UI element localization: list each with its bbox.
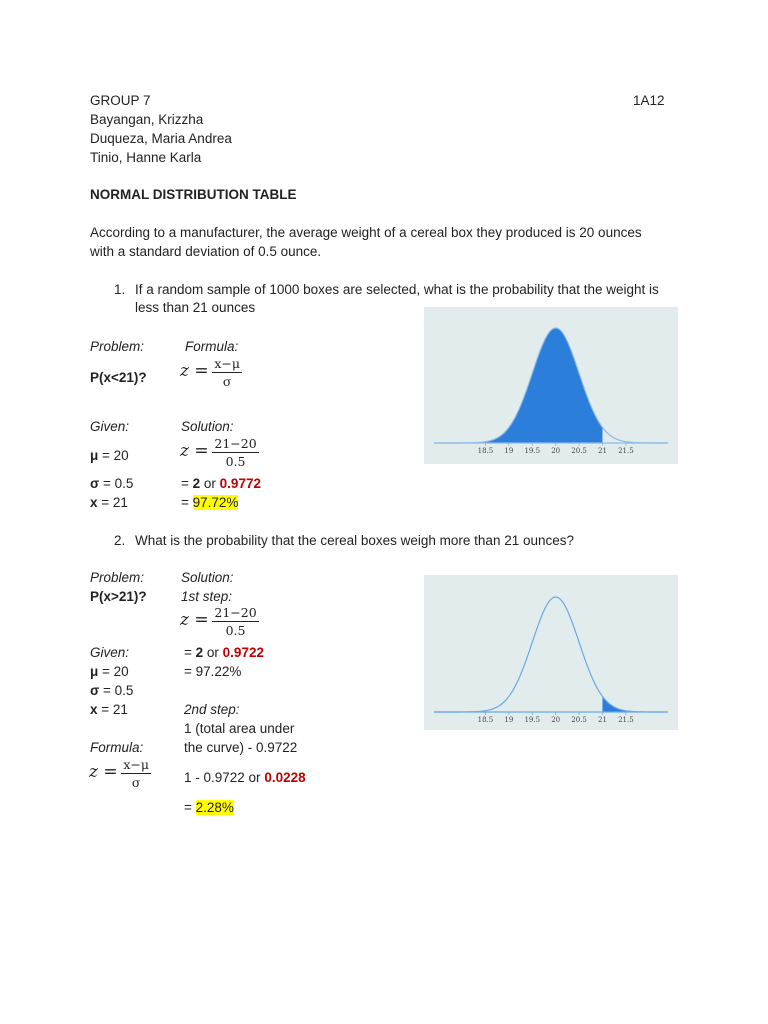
q2-problem: P(x>21)? — [90, 589, 147, 604]
q2-result-z-prefix: = — [184, 645, 196, 660]
q2-result-percent: = 97.22% — [184, 664, 242, 679]
member-2: Duqueza, Maria Andrea — [90, 131, 232, 146]
q2-step2-line-2: the curve) - 0.9722 — [184, 740, 298, 755]
x-tick-label: 21.5 — [618, 447, 634, 455]
intro-line-1: According to a manufacturer, the average weight of a cereal box they produced is 20 ounces — [90, 225, 642, 240]
mu-value: = 20 — [98, 448, 129, 463]
x-tick-label: 20 — [551, 447, 561, 455]
q2-probability: 0.9722 — [222, 645, 264, 660]
q2-z-score: 2 — [195, 645, 204, 660]
q1-solution-formula — [180, 436, 259, 469]
x-tick-label: 19 — [504, 447, 514, 455]
q2-final-prefix: = — [184, 800, 196, 815]
q2-formula — [89, 757, 151, 790]
q2-given-label: Given: — [90, 645, 130, 660]
x-tick-label: 19.5 — [524, 447, 541, 455]
normal-curve-chart-1 — [424, 307, 678, 464]
member-1: Bayangan, Krizzha — [90, 112, 204, 127]
q2-solution-formula — [180, 605, 259, 638]
x-value: = 21 — [97, 495, 128, 510]
x-symbol: x — [90, 702, 98, 717]
q1-solution-label: Solution: — [181, 419, 234, 434]
sigma-value: = 0.5 — [99, 683, 134, 698]
q1-solution-numerator: 21−20 — [214, 436, 257, 451]
q2-complement-result — [184, 769, 306, 787]
q2-solution-numerator: 21−20 — [214, 605, 257, 620]
x-tick-label: 19 — [504, 716, 514, 724]
x-value: = 21 — [97, 702, 128, 717]
q1-given-x — [90, 494, 128, 512]
q2-result-z — [184, 644, 264, 662]
document-title: NORMAL DISTRIBUTION TABLE — [90, 187, 297, 202]
q1-formula — [180, 356, 242, 389]
q2-complement-text: 1 - 0.9722 or — [184, 770, 265, 785]
x-tick-label: 21 — [598, 716, 607, 724]
q2-formula-z: z = — [89, 762, 118, 783]
sigma-symbol: σ — [90, 476, 100, 491]
shaded-area — [602, 696, 668, 712]
q2-complement-probability: 0.0228 — [264, 770, 306, 785]
q2-step2-label: 2nd step: — [184, 702, 240, 717]
q1-text-line-2: less than 21 ounces — [135, 300, 256, 315]
x-tick-label: 18.5 — [477, 716, 494, 724]
group-name: GROUP 7 — [90, 93, 151, 108]
normal-curve-2-svg — [424, 575, 678, 730]
q1-formula-denominator: σ — [222, 374, 232, 389]
mu-symbol: μ — [90, 448, 99, 463]
x-tick-label: 20.5 — [571, 716, 587, 724]
q1-problem: P(x<21)? — [90, 370, 147, 385]
q1-given-label: Given: — [90, 419, 130, 434]
q2-text: What is the probability that the cereal boxes weigh more than 21 ounces? — [135, 533, 575, 548]
normal-curve-1-svg — [424, 307, 678, 464]
density-curve — [434, 597, 668, 712]
q1-result-percent — [181, 494, 238, 512]
q1-formula-fraction — [212, 356, 242, 389]
q1-formula-z: z = — [180, 361, 209, 382]
normal-curve-chart-2 — [424, 575, 678, 730]
section-code: 1A12 — [633, 93, 665, 108]
q2-solution-z: z = — [180, 610, 209, 631]
sigma-value: = 0.5 — [99, 476, 134, 491]
q2-step1-label: 1st step: — [181, 589, 233, 604]
q2-formula-fraction — [121, 757, 151, 790]
q1-result-z — [181, 475, 261, 493]
q2-formula-label: Formula: — [90, 740, 144, 755]
q2-solution-fraction — [212, 605, 258, 638]
q1-solution-z: z = — [180, 441, 209, 462]
q2-solution-label: Solution: — [181, 570, 234, 585]
q2-given-x — [90, 701, 128, 719]
x-tick-label: 19.5 — [524, 716, 541, 724]
q1-problem-label: Problem: — [90, 339, 145, 354]
x-tick-label: 20 — [551, 716, 561, 724]
sigma-symbol: σ — [90, 683, 100, 698]
q1-formula-label: Formula: — [185, 339, 239, 354]
q1-result-z-prefix: = — [181, 476, 193, 491]
q2-solution-denominator: 0.5 — [225, 623, 246, 638]
x-symbol: x — [90, 495, 98, 510]
member-3: Tinio, Hanne Karla — [90, 150, 202, 165]
q2-given-sigma — [90, 682, 133, 700]
q1-solution-fraction — [212, 436, 258, 469]
q1-number: 1. — [114, 282, 126, 297]
shaded-area — [434, 328, 602, 443]
mu-value: = 20 — [98, 664, 129, 679]
q2-problem-label: Problem: — [90, 570, 145, 585]
x-tick-label: 20.5 — [571, 447, 587, 455]
q2-number: 2. — [114, 533, 126, 548]
intro-line-2: with a standard deviation of 0.5 ounce. — [90, 244, 322, 259]
q2-or-text: or — [203, 645, 223, 660]
x-tick-label: 21.5 — [618, 716, 634, 724]
q1-or-text: or — [200, 476, 220, 491]
x-tick-label: 18.5 — [477, 447, 494, 455]
q1-given-sigma — [90, 475, 133, 493]
q2-final-result — [184, 799, 234, 817]
x-tick-label: 21 — [598, 447, 607, 455]
q1-z-score: 2 — [192, 476, 201, 491]
q2-given-mu — [90, 663, 129, 681]
q1-text-line-1: If a random sample of 1000 boxes are selected, what is the probability that the weight is — [135, 282, 659, 297]
q1-result-percent-prefix: = — [181, 495, 193, 510]
q1-answer-highlight: 97.72% — [192, 495, 239, 510]
q2-formula-denominator: σ — [131, 775, 141, 790]
q2-step2-line-1: 1 (total area under — [184, 721, 295, 736]
mu-symbol: μ — [90, 664, 99, 679]
q2-formula-numerator: x−μ — [123, 757, 150, 772]
q1-solution-denominator: 0.5 — [225, 454, 246, 469]
q1-given-mu — [90, 447, 129, 465]
q1-formula-numerator: x−μ — [214, 356, 241, 371]
q2-answer-highlight: 2.28% — [195, 800, 234, 815]
q1-probability: 0.9772 — [219, 476, 261, 491]
